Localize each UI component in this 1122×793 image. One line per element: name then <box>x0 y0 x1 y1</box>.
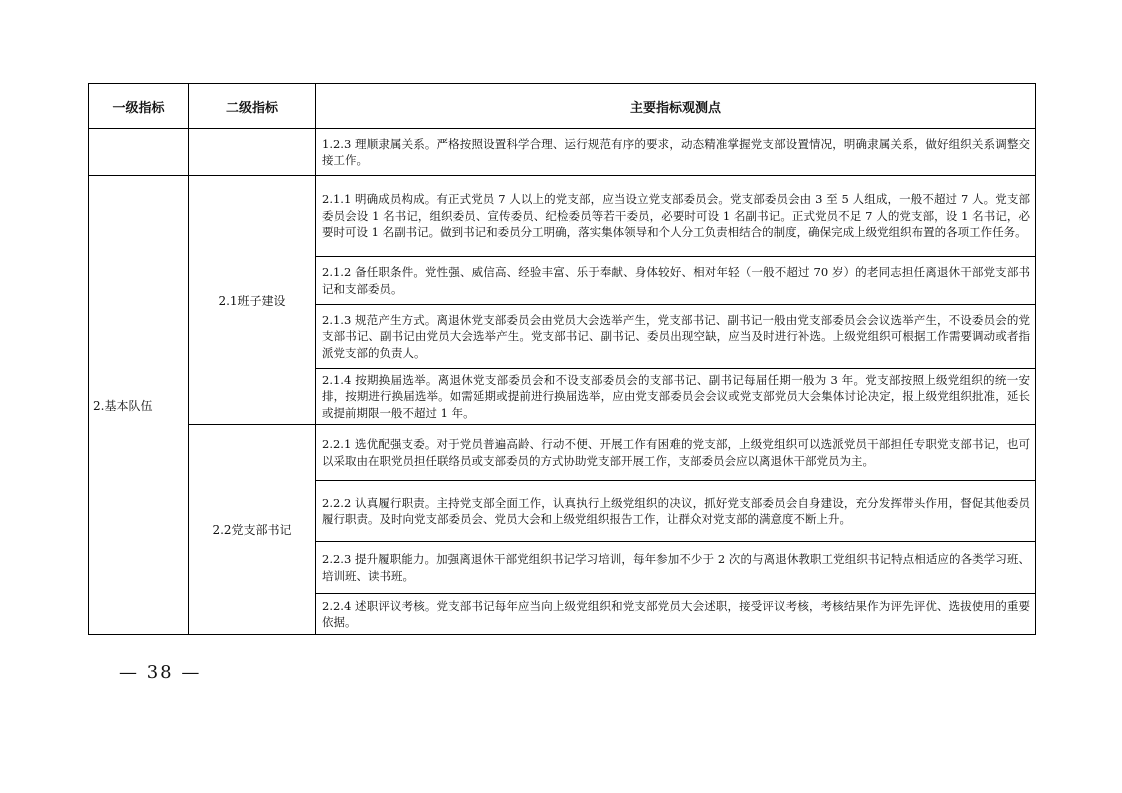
page-number: — 38 — <box>119 662 202 683</box>
header-level1: 一级指标 <box>89 84 189 129</box>
observation-cell: 2.2.2 认真履行职责。主持党支部全面工作，认真执行上级党组织的决议，抓好党支部委员会自身建设，充分发挥带头作用，督促其他委员履行职责。及时向党支部委员会、党员大会和上级党组织报告工作，让群众对党支部的满意度不断上升。 <box>316 481 1036 542</box>
level2-cell-branch-secretary: 2.2党支部书记 <box>189 425 316 635</box>
table-row <box>89 129 1036 176</box>
table-row <box>89 425 1036 481</box>
table-row <box>89 176 1036 257</box>
observation-cell: 1.2.3 理顺隶属关系。严格按照设置科学合理、运行规范有序的要求，动态精准掌握党支部设置情况，明确隶属关系，做好组织关系调整交接工作。 <box>316 129 1036 176</box>
observation-cell: 2.2.4 述职评议考核。党支部书记每年应当向上级党组织和党支部党员大会述职，接受评议考核，考核结果作为评先评优、选拔使用的重要依据。 <box>316 594 1036 635</box>
observation-cell: 2.1.4 按期换届选举。离退休党支部委员会和不设支部委员会的支部书记、副书记每届任期一般为 3 年。党支部按照上级党组织的统一安排，按期进行换届选举。如需延期或提前进行换届选举，应由党支部委员会会议或党支部党员大会集体讨论决定，报上级党组织批准，延长或提前期限一般不超过 1 年。 <box>316 369 1036 425</box>
observation-cell: 2.1.3 规范产生方式。离退休党支部委员会由党员大会选举产生，党支部书记、副书记一般由党支部委员会会议选举产生，不设委员会的党支部书记、副书记由党员大会选举产生。党支部书记、副书记、委员出现空缺，应当及时进行补选。上级党组织可根据工作需要调动或者指派党支部的负责人。 <box>316 305 1036 369</box>
observation-cell: 2.1.2 备任职条件。党性强、威信高、经验丰富、乐于奉献、身体较好、相对年轻（一般不超过 70 岁）的老同志担任离退休干部党支部书记和支部委员。 <box>316 257 1036 305</box>
indicator-table <box>88 83 1036 635</box>
level1-cell-basic-team: 2.基本队伍 <box>89 176 189 635</box>
observation-cell: 2.2.3 提升履职能力。加强离退休干部党组织书记学习培训，每年参加不少于 2 次的与离退休教职工党组织书记特点相适应的各类学习班、培训班、读书班。 <box>316 542 1036 594</box>
table-header-row <box>89 84 1036 129</box>
empty-cell <box>89 129 189 176</box>
empty-cell <box>189 129 316 176</box>
header-observation: 主要指标观测点 <box>316 84 1036 129</box>
observation-cell: 2.2.1 选优配强支委。对于党员普遍高龄、行动不便、开展工作有困难的党支部，上级党组织可以选派党员干部担任专职党支部书记，也可以采取由在职党员担任联络员或支部委员的方式协助党支部开展工作，支部委员会应以离退休干部党员为主。 <box>316 425 1036 481</box>
level2-cell-team-building: 2.1班子建设 <box>189 176 316 425</box>
observation-cell: 2.1.1 明确成员构成。有正式党员 7 人以上的党支部，应当设立党支部委员会。党支部委员会由 3 至 5 人组成，一般不超过 7 人。党支部委员会设 1 名书记，组织委员、宣传委员、纪检委员等若干委员，必要时可设 1 名副书记。正式党员不足 7 人的党支部，设 1 名书记，必要时可设 1 名副书记。做到书记和委员分工明确，落实集体领导和个人分工负责相结合的制度，确保完成上级党组织布置的各项工作任务。 <box>316 176 1036 257</box>
header-level2: 二级指标 <box>189 84 316 129</box>
